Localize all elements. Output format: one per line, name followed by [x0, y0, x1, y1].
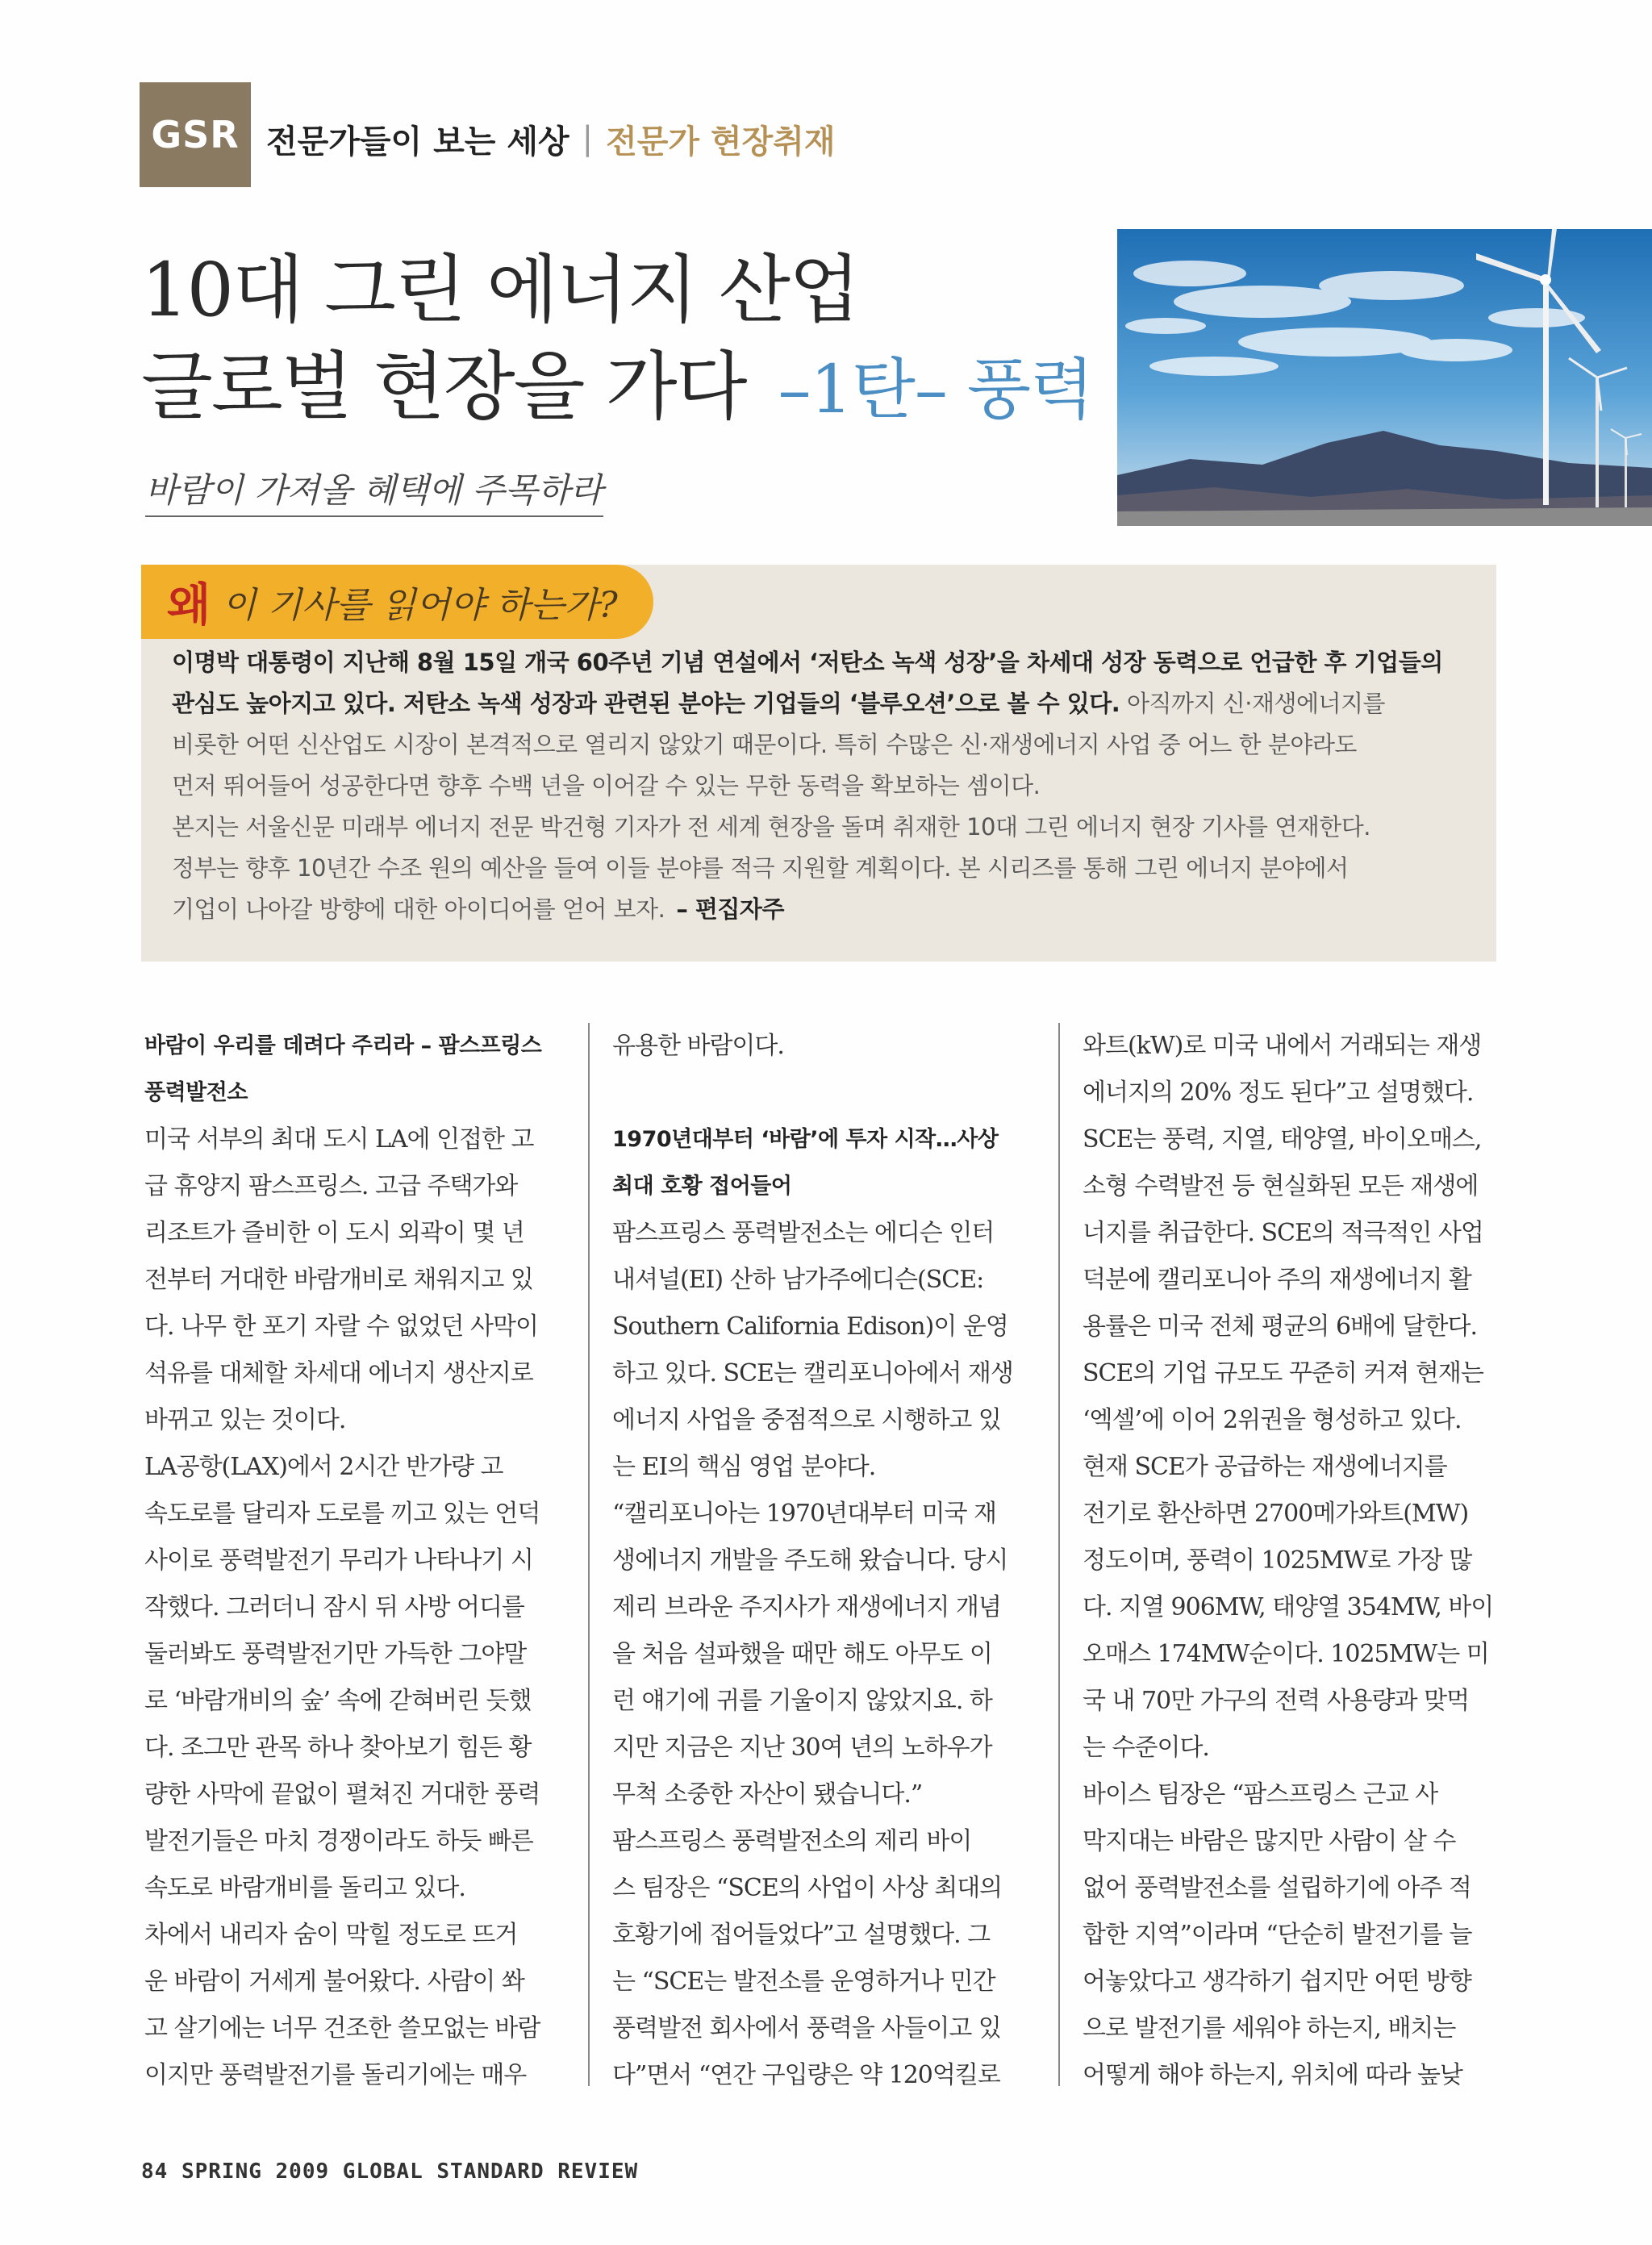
title-line-1: 10대 그린 에너지 산업	[141, 247, 859, 333]
section-header	[266, 115, 836, 163]
paragraph-line: 속도로 바람개비를 돌리고 있다.	[144, 1874, 465, 1902]
paragraph-line: 어떻게 해야 하는지, 위치에 따라 높낮	[1083, 2061, 1462, 2089]
paragraph-line: 전부터 거대한 바람개비로 채워지고 있	[144, 1266, 533, 1294]
why-line-6: 정부는 향후 10년간 수조 원의 예산을 들여 이들 분야를 적극 지원할 계획이다. 본 시리즈를 통해 그린 에너지 분야에서	[172, 854, 1349, 882]
paragraph-line: LA공항(LAX)에서 2시간 반가량 고	[144, 1453, 503, 1481]
why-read-text	[172, 642, 1487, 930]
why-line-2-bold: 관심도 높아지고 있다. 저탄소 녹색 성장과 관련된 분야는 기업들의 ‘블루오션’으로 볼 수 있다.	[172, 690, 1120, 717]
paragraph-line: 을 처음 설파했을 때만 해도 아무도 이	[612, 1640, 992, 1668]
paragraph-line: 와트(kW)로 미국 내에서 거래되는 재생	[1083, 1032, 1482, 1060]
why-heading-first-char: 왜	[167, 578, 211, 632]
paragraph-line: 합한 지역”이라며 “단순히 발전기를 늘	[1083, 1921, 1472, 1949]
why-line-1: 이명박 대통령이 지난해 8월 15일 개국 60주년 기념 연설에서 ‘저탄소 녹색 성장’을 차세대 성장 동력으로 언급한 후 기업들의	[172, 649, 1443, 676]
paragraph-line: 덕분에 캘리포니아 주의 재생에너지 활	[1083, 1266, 1471, 1294]
paragraph-line: 작했다. 그러더니 잠시 뒤 사방 어디를	[144, 1593, 524, 1621]
section-separator: |	[582, 120, 594, 157]
paragraph-line: 팜스프링스 풍력발전소의 제리 바이	[612, 1827, 972, 1855]
why-line-2	[172, 683, 1487, 724]
article-column-1	[144, 1023, 564, 2099]
wind-turbine-photo	[1117, 229, 1652, 526]
subheading: 1970년대부터 ‘바람’에 투자 시작…사상	[612, 1127, 999, 1152]
column-body	[1083, 1023, 1502, 2099]
why-line-2-rest: 아직까지 신·재생에너지를	[1120, 690, 1386, 717]
paragraph-line: 운 바람이 거세게 불어왔다. 사람이 쏴	[144, 1968, 524, 1996]
article-title	[141, 242, 1093, 439]
subheading: 풍력발전소	[144, 1080, 248, 1105]
paragraph-line: 리조트가 즐비한 이 도시 외곽이 몇 년	[144, 1219, 524, 1247]
paragraph-line: 으로 발전기를 세워야 하는지, 배치는	[1083, 2014, 1456, 2043]
subheading: 최대 호황 접어들어	[612, 1174, 792, 1199]
paragraph-line: 현재 SCE가 공급하는 재생에너지를	[1083, 1453, 1447, 1481]
column-body	[144, 1116, 564, 2099]
spacer	[612, 1070, 1032, 1116]
column-divider	[1058, 1023, 1060, 2086]
paragraph-line: 석유를 대체할 차세대 에너지 생산지로	[144, 1359, 533, 1387]
paragraph-line: 다”면서 “연간 구입량은 약 120억킬로	[612, 2061, 1000, 2089]
column-divider	[588, 1023, 590, 2086]
paragraph-line: 사이로 풍력발전기 무리가 나타나기 시	[144, 1546, 533, 1575]
paragraph-line: 는 EI의 핵심 영업 분야다.	[612, 1453, 876, 1481]
wind-turbine-landscape-photo	[1117, 229, 1652, 526]
paragraph-line: 생에너지 개발을 주도해 왔습니다. 당시	[612, 1546, 1008, 1575]
paragraph-line: 고 살기에는 너무 건조한 쓸모없는 바람	[144, 2014, 540, 2043]
paragraph-line: 호황기에 접어들었다”고 설명했다. 그	[612, 1921, 991, 1949]
paragraph-line: 둘러봐도 풍력발전기만 가득한 그야말	[144, 1640, 527, 1668]
article-column-2	[612, 1023, 1032, 2099]
paragraph-line: 소형 수력발전 등 현실화된 모든 재생에	[1083, 1172, 1479, 1200]
paragraph-line: 전기로 환산하면 2700메가와트(MW)	[1083, 1500, 1469, 1528]
paragraph-line: ‘엑셀’에 이어 2위권을 형성하고 있다.	[1083, 1406, 1462, 1434]
paragraph-line: Southern California Edison)이 운영	[612, 1312, 1008, 1341]
paragraph-line: 에너지 사업을 중점적으로 시행하고 있	[612, 1406, 1001, 1434]
paragraph-line: 다. 나무 한 포기 자랄 수 없었던 사막이	[144, 1312, 538, 1341]
paragraph-line: 정도이며, 풍력이 1025MW로 가장 많	[1083, 1546, 1472, 1575]
paragraph-line: 차에서 내리자 숨이 막힐 정도로 뜨거	[144, 1921, 518, 1949]
section-subtitle: 전문가 현장취재	[606, 123, 836, 161]
paragraph-line: 바뀌고 있는 것이다.	[144, 1406, 346, 1434]
paragraph-line: 어놓았다고 생각하기 쉽지만 어떤 방향	[1083, 1968, 1471, 1996]
paragraph-line: 유용한 바람이다.	[612, 1032, 784, 1060]
paragraph-line: 이지만 풍력발전기를 돌리기에는 매우	[144, 2061, 527, 2089]
paragraph-line: 막지대는 바람은 많지만 사람이 살 수	[1083, 1827, 1456, 1855]
paragraph-line: 팜스프링스 풍력발전소는 에디슨 인터	[612, 1219, 995, 1247]
paragraph-line: 스 팀장은 “SCE의 사업이 사상 최대의	[612, 1874, 1003, 1902]
paragraph-line: SCE는 풍력, 지열, 태양열, 바이오매스,	[1083, 1125, 1482, 1154]
paragraph-line: 국 내 70만 가구의 전력 사용량과 맞먹	[1083, 1687, 1470, 1715]
paragraph-line: 풍력발전 회사에서 풍력을 사들이고 있	[612, 2014, 1001, 2043]
column-body	[612, 1210, 1032, 2099]
why-heading-text: 이 기사를 읽어야 하는가?	[222, 585, 618, 626]
paragraph-line: 다. 조그만 관목 하나 찾아보기 힘든 황	[144, 1734, 532, 1762]
subheading: 바람이 우리를 데려다 주리라 – 팜스프링스	[144, 1033, 542, 1058]
title-line-2-text: 글로벌 현장을 가다	[141, 344, 746, 430]
paragraph-line: 하고 있다. SCE는 캘리포니아에서 재생	[612, 1359, 1013, 1387]
paragraph-line: “캘리포니아는 1970년대부터 미국 재	[612, 1500, 997, 1528]
why-line-7	[172, 889, 1487, 930]
why-line-5: 본지는 서울신문 미래부 에너지 전문 박건형 기자가 전 세계 현장을 돌며 취재한 10대 그린 에너지 현장 기사를 연재한다.	[172, 813, 1370, 841]
paragraph-line: 바이스 팀장은 “팜스프링스 근교 사	[1083, 1780, 1438, 1809]
paragraph-line: 속도로를 달리자 도로를 끼고 있는 언덕	[144, 1500, 540, 1528]
page-footer: 84 SPRING 2009 GLOBAL STANDARD REVIEW	[141, 2159, 639, 2184]
section-title: 전문가들이 보는 세상	[266, 123, 569, 161]
why-line-4: 먼저 뛰어들어 성공한다면 향후 수백 년을 이어갈 수 있는 무한 동력을 확보하는 셈이다.	[172, 772, 1041, 799]
paragraph-line: 는 수준이다.	[1083, 1734, 1209, 1762]
paragraph-line: 발전기들은 마치 경쟁이라도 하듯 빠른	[144, 1827, 533, 1855]
paragraph-line: 에너지의 20% 정도 된다”고 설명했다.	[1083, 1079, 1474, 1107]
paragraph-line: 너지를 취급한다. SCE의 적극적인 사업	[1083, 1219, 1483, 1247]
paragraph-line: 는 “SCE는 발전소를 운영하거나 민간	[612, 1968, 995, 1996]
paragraph-line: 무척 소중한 자산이 됐습니다.”	[612, 1780, 923, 1809]
article-column-3	[1083, 1023, 1502, 2099]
editor-note: – 편집자주	[676, 895, 784, 923]
why-read-heading	[141, 565, 653, 639]
paragraph-line: 다. 지열 906MW, 태양열 354MW, 바이	[1083, 1593, 1494, 1621]
series-label: –1탄– 풍력	[778, 352, 1094, 428]
paragraph-line: 없어 풍력발전소를 설립하기에 아주 적	[1083, 1874, 1471, 1902]
title-line-2	[141, 339, 1093, 439]
paragraph-line: 급 휴양지 팜스프링스. 고급 주택가와	[144, 1172, 518, 1200]
article-subtitle: 바람이 가져올 혜택에 주목하라	[145, 464, 603, 517]
paragraph-line: 런 얘기에 귀를 기울이지 않았지요. 하	[612, 1687, 992, 1715]
gsr-badge: GSR	[140, 82, 251, 187]
paragraph-line: 미국 서부의 최대 도시 LA에 인접한 고	[144, 1125, 534, 1154]
paragraph-line: 용률은 미국 전체 평균의 6배에 달한다.	[1083, 1312, 1478, 1341]
paragraph-line: 지만 지금은 지난 30여 년의 노하우가	[612, 1734, 992, 1762]
paragraph-line: 로 ‘바람개비의 숲’ 속에 갇혀버린 듯했	[144, 1687, 532, 1715]
paragraph-line: 내셔널(EI) 산하 남가주에디슨(SCE:	[612, 1266, 984, 1294]
paragraph-line: SCE의 기업 규모도 꾸준히 커져 현재는	[1083, 1359, 1483, 1387]
paragraph-line: 제리 브라운 주지사가 재생에너지 개념	[612, 1593, 1001, 1621]
why-line-7-text: 기업이 나아갈 방향에 대한 아이디어를 얻어 보자.	[172, 895, 665, 923]
why-line-3: 비롯한 어떤 신산업도 시장이 본격적으로 열리지 않았기 때문이다. 특히 수많은 신·재생에너지 사업 중 어느 한 분야라도	[172, 731, 1357, 758]
paragraph-line: 오매스 174MW순이다. 1025MW는 미	[1083, 1640, 1489, 1668]
paragraph-line: 량한 사막에 끝없이 펼쳐진 거대한 풍력	[144, 1780, 540, 1809]
